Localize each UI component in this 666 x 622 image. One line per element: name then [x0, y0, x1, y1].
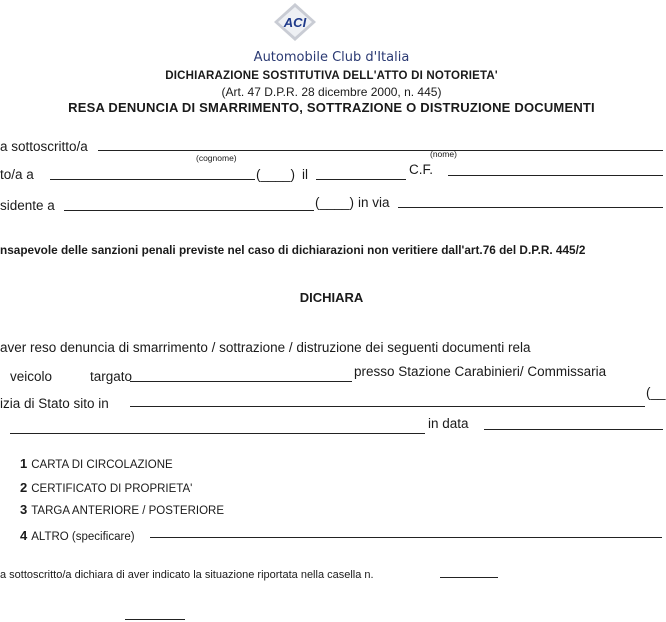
label-veicolo: veicolo [10, 369, 53, 384]
item-number: 3 [20, 502, 28, 517]
field-indirizzo[interactable] [10, 433, 425, 434]
item-number: 4 [20, 528, 28, 543]
logo-text: ACI [283, 15, 307, 30]
label-polizia: izia di Stato sito in [0, 396, 109, 411]
brand-name: Automobile Club d'Italia [253, 50, 410, 65]
item-number: 1 [20, 456, 28, 471]
footer-text: a sottoscritto/a dichiara di aver indicato la situazione riportata nella casella n. [0, 569, 374, 581]
label-in-data: in data [428, 416, 469, 431]
partial-line [125, 619, 185, 620]
label-sottoscritto: a sottoscritto/a [0, 139, 88, 154]
body-line1: aver reso denuncia di smarrimento / sottrazione / distruzione dei seguenti documenti rela [0, 340, 531, 355]
label-residente: sidente a [0, 198, 55, 213]
field-nome-cognome[interactable] [98, 150, 663, 151]
field-altro[interactable] [150, 537, 662, 538]
aci-logo [272, 2, 318, 42]
list-item [20, 456, 173, 471]
field-via[interactable] [398, 207, 663, 208]
field-codice-fiscale[interactable] [448, 175, 663, 176]
label-via: in via [358, 195, 390, 210]
hint-nome: (nome) [430, 149, 457, 159]
field-data-denuncia[interactable] [484, 429, 663, 430]
label-presso: presso Stazione Carabinieri/ Commissaria [354, 364, 607, 379]
field-luogo-nascita[interactable] [50, 179, 255, 180]
label-prov-nascita: (____) [256, 167, 296, 182]
item-label: CARTA DI CIRCOLAZIONE [31, 459, 173, 471]
item-number: 2 [20, 480, 28, 495]
consapevole-text: nsapevole delle sanzioni penali previste nel caso di dichiarazioni non veritiere dall'art.76 del D.P.R. 445/2 [0, 243, 586, 257]
label-prov-residenza: (____) [315, 195, 355, 210]
label-cf: C.F. [409, 162, 434, 177]
hint-cognome: (cognome) [196, 153, 237, 163]
item-label: ALTRO (specificare) [31, 531, 135, 543]
field-casella[interactable] [440, 577, 498, 578]
list-item [20, 528, 135, 543]
list-item [20, 480, 192, 495]
item-label: CERTIFICATO DI PROPRIETA' [31, 483, 193, 495]
field-sito-in[interactable] [130, 406, 645, 407]
label-il: il [302, 167, 308, 182]
field-targa[interactable] [130, 381, 352, 382]
label-paren: (__ [646, 385, 666, 400]
title-report: RESA DENUNCIA DI SMARRIMENTO, SOTTRAZIONE O DISTRUZIONE DOCUMENTI [68, 100, 595, 115]
dichiara-heading: DICHIARA [299, 290, 364, 305]
label-nato: to/a a [0, 167, 34, 182]
title-declaration: DICHIARAZIONE SOSTITUTIVA DELL'ATTO DI NOTORIETA' [165, 70, 498, 82]
title-article: (Art. 47 D.P.R. 28 dicembre 2000, n. 445) [221, 85, 442, 99]
field-data-nascita[interactable] [316, 179, 406, 180]
list-item [20, 502, 224, 517]
field-residenza[interactable] [64, 210, 314, 211]
label-targato: targato [90, 369, 133, 384]
item-label: TARGA ANTERIORE / POSTERIORE [31, 505, 224, 517]
